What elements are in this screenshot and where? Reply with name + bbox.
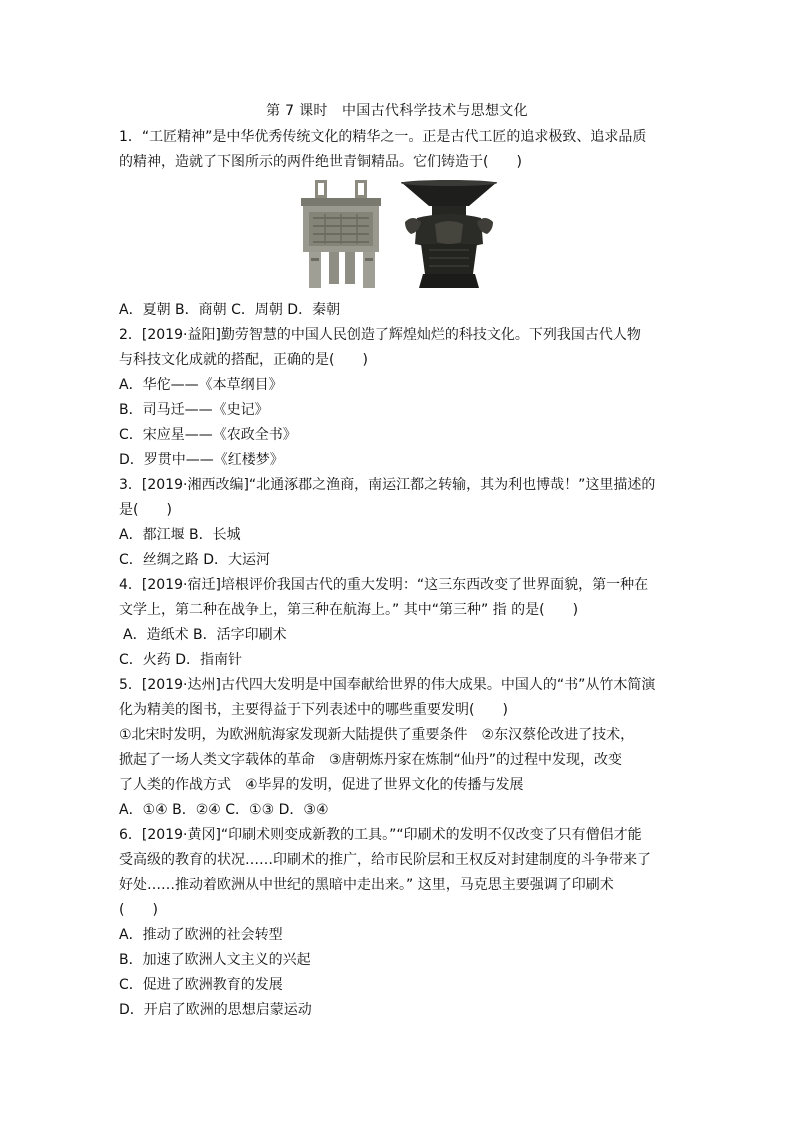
page-title: 第 7 课时 中国古代科学技术与思想文化: [266, 103, 528, 119]
question-6-stem-line-1: 6．[2019·黄冈]“印刷术则变成新教的工具。”“印刷术的发明不仅改变了只有僧侣才能: [119, 827, 642, 843]
bronze-ding-image: [295, 178, 387, 290]
question-1-options: A．夏朝 B．商朝 C．周朝 D．秦朝: [119, 302, 341, 318]
question-2-option-d: D．罗贯中——《红楼梦》: [119, 452, 284, 468]
question-4: [119, 573, 679, 673]
question-1-stem-line-1: 1．“工匠精神”是中华优秀传统文化的精华之一。正是古代工匠的追求极致、追求品质: [119, 129, 647, 145]
question-5-statement-line-2: 掀起了一场人类文字载体的革命 ③唐朝炼丹家在炼制“仙丹”的过程中发现，改变: [119, 752, 623, 768]
question-2-stem-line-1: 2．[2019·益阳]勤劳智慧的中国人民创造了辉煌灿烂的科技文化。下列我国古代人物: [119, 327, 641, 343]
question-2-option-b: B．司马迁——《史记》: [119, 402, 269, 418]
question-4-stem-line-1: 4．[2019·宿迁]培根评价我国古代的重大发明：“这三东西改变了世界面貌，第一种在: [119, 577, 649, 593]
question-6-stem-line-3: 好处……推动着欧洲从中世纪的黑暗中走出来。” 这里，马克思主要强调了印刷术: [119, 877, 614, 893]
bronze-images: [119, 178, 679, 296]
question-6-option-a: A．推动了欧洲的社会转型: [119, 927, 283, 943]
question-6-option-b: B．加速了欧洲人文主义的兴起: [119, 952, 311, 968]
question-list: [119, 125, 679, 1023]
question-3: [119, 473, 679, 573]
question-6-option-c: C．促进了欧洲教育的发展: [119, 977, 283, 993]
question-6-stem-line-2: 受高级的教育的状况……印刷术的推广，给市民阶层和王权反对封建制度的斗争带来了: [119, 852, 651, 868]
question-2: [119, 323, 679, 473]
question-6-stem-line-4: ( ): [119, 902, 158, 918]
bronze-zun-image: [399, 178, 499, 290]
question-1: [119, 125, 679, 323]
question-2-option-c: C．宋应星——《农政全书》: [119, 427, 297, 443]
question-5-statement-line-3: 了人类的作战方式 ④毕昇的发明，促进了世界文化的传播与发展: [119, 777, 524, 793]
question-4-options-cd: C．火药 D．指南针: [119, 652, 243, 668]
question-3-options-cd: C．丝绸之路 D．大运河: [119, 552, 271, 568]
question-3-stem-line-2: 是( ): [119, 502, 172, 518]
question-5-stem-line-2: 化为精美的图书，主要得益于下列表述中的哪些重要发明( ): [119, 702, 508, 718]
question-5-statement-line-1: ①北宋时发明，为欧洲航海家发现新大陆提供了重要条件 ②东汉蔡伦改进了技术，: [119, 727, 635, 743]
question-6: [119, 823, 679, 1023]
question-4-options-ab: A．造纸术 B．活字印刷术: [123, 627, 287, 643]
question-1-stem-line-2: 的精神，造就了下图所示的两件绝世青铜精品。它们铸造于( ): [119, 154, 522, 170]
question-3-stem-line-1: 3．[2019·湘西改编]“北通涿郡之渔商，南运江都之转输，其为利也博哉！”这里描述的: [119, 477, 656, 493]
question-5-options: A．①④ B．②④ C．①③ D．③④: [119, 802, 329, 818]
question-2-option-a: A．华佗——《本草纲目》: [119, 377, 283, 393]
question-5-stem-line-1: 5．[2019·达州]古代四大发明是中国奉献给世界的伟大成果。中国人的“书”从竹木简演: [119, 677, 656, 693]
question-5: [119, 673, 679, 823]
question-2-stem-line-2: 与科技文化成就的搭配，正确的是( ): [119, 352, 368, 368]
question-3-options-ab: A．都江堰 B．长城: [119, 527, 241, 543]
question-4-stem-line-2: 文学上，第二种在战争上，第三种在航海上。” 其中“第三种” 指 的是( ): [119, 602, 579, 618]
question-6-option-d: D．开启了欧洲的思想启蒙运动: [119, 1002, 312, 1018]
